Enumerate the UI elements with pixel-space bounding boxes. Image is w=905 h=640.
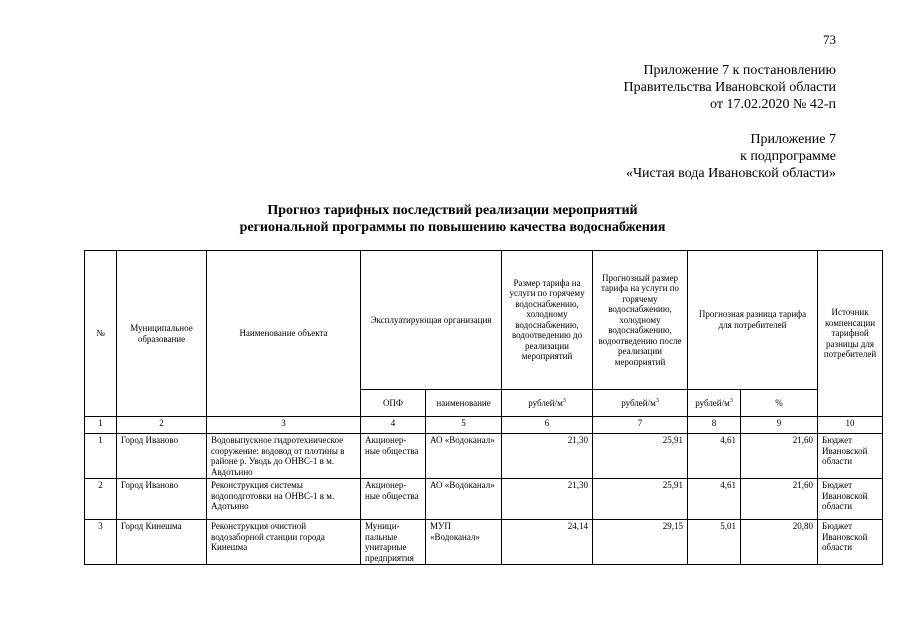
cell-source: Бюджет Ивановской области xyxy=(818,434,883,479)
page-number: 73 xyxy=(823,32,836,47)
cell-opf: Муници-пальные унитарные предприятия xyxy=(361,520,426,565)
column-number: 8 xyxy=(688,417,741,434)
appendix-subprogram-block xyxy=(626,131,836,182)
column-number: 9 xyxy=(741,417,818,434)
cell-diff-pct: 20,80 xyxy=(741,520,818,565)
appendix-resolution-line: Приложение 7 к постановлению xyxy=(643,63,836,78)
table-row xyxy=(85,520,883,565)
subheader-percent: % xyxy=(741,389,818,416)
header-tariff-forecast: Прогнозный размер тарифа на услуги по горячему водоснабжению, холодному водоснабжению, водоотведению после реализации мероприятий xyxy=(593,251,688,390)
cell-object: Водовыпускное гидротехническое сооружение: водовод от плотины в районе р. Уводь до ОНВС-1 в м. Авдотьино xyxy=(207,434,361,479)
appendix-resolution-block xyxy=(624,62,836,113)
cell-tariff-forecast: 25,91 xyxy=(593,479,688,520)
cell-org-name: АО «Водоканал» xyxy=(426,479,502,520)
column-number: 6 xyxy=(502,417,593,434)
document-title-line: региональной программы по повышению качества водоснабжения xyxy=(239,220,666,235)
cell-tariff-current: 21,30 xyxy=(502,479,593,520)
cell-municipality: Город Иваново xyxy=(117,479,207,520)
subheader-unit-current xyxy=(502,389,593,416)
table-row xyxy=(85,479,883,520)
column-number: 1 xyxy=(85,417,117,434)
cell-tariff-forecast: 25,91 xyxy=(593,434,688,479)
column-number: 3 xyxy=(207,417,361,434)
appendix-resolution-line: Правительства Ивановской области xyxy=(623,80,836,95)
column-number-row xyxy=(85,417,883,434)
unit-superscript: 3 xyxy=(729,397,733,404)
cell-opf: Акционер-ные общества xyxy=(361,479,426,520)
header-municipality: Муниципальное образование xyxy=(117,251,207,417)
cell-num: 2 xyxy=(85,479,117,520)
header-num: № xyxy=(85,251,117,417)
cell-municipality: Город Иваново xyxy=(117,434,207,479)
cell-diff-rub: 4,61 xyxy=(688,434,741,479)
cell-diff-rub: 4,61 xyxy=(688,479,741,520)
appendix-subprogram-line: «Чистая вода Ивановской области» xyxy=(625,166,836,181)
cell-opf: Акционер-ные общества xyxy=(361,434,426,479)
header-tariff-diff: Прогнозная разница тарифа для потребителей xyxy=(688,251,818,390)
subheader-opf: ОПФ xyxy=(361,389,426,416)
cell-tariff-current: 21,30 xyxy=(502,434,593,479)
cell-diff-pct: 21,60 xyxy=(741,479,818,520)
cell-org-name: МУП «Водоканал» xyxy=(426,520,502,565)
column-number: 7 xyxy=(593,417,688,434)
cell-diff-rub: 5,01 xyxy=(688,520,741,565)
unit-label: рублей/м xyxy=(695,397,730,408)
unit-superscript: 3 xyxy=(562,397,566,404)
subheader-name: наименование xyxy=(426,389,502,416)
header-operator: Эксплуатирующая организация xyxy=(361,251,502,390)
cell-num: 3 xyxy=(85,520,117,565)
column-number: 4 xyxy=(361,417,426,434)
cell-tariff-current: 24,14 xyxy=(502,520,593,565)
unit-superscript: 3 xyxy=(655,397,659,404)
document-title xyxy=(0,202,905,236)
document-title-line: Прогноз тарифных последствий реализации мероприятий xyxy=(267,203,638,218)
unit-label: рублей/м xyxy=(621,397,656,408)
appendix-resolution-line: от 17.02.2020 № 42-п xyxy=(710,97,836,112)
header-tariff-current: Размер тарифа на услуги по горячему водоснабжению, холодному водоснабжению, водоотведению до реализации мероприятий xyxy=(502,251,593,390)
cell-source: Бюджет Ивановской области xyxy=(818,479,883,520)
appendix-subprogram-line: Приложение 7 xyxy=(750,132,836,147)
cell-object: Реконструкция системы водоподготовки на ОНВС-1 в м. Адотьино xyxy=(207,479,361,520)
tariff-forecast-table xyxy=(84,250,883,565)
cell-object: Реконструкция очистной водозаборной станции города Кинешма xyxy=(207,520,361,565)
cell-diff-pct: 21,60 xyxy=(741,434,818,479)
subheader-unit-forecast xyxy=(593,389,688,416)
cell-num: 1 xyxy=(85,434,117,479)
cell-tariff-forecast: 29,15 xyxy=(593,520,688,565)
cell-org-name: АО «Водоканал» xyxy=(426,434,502,479)
header-object: Наименование объекта xyxy=(207,251,361,417)
cell-source: Бюджет Ивановской области xyxy=(818,520,883,565)
cell-municipality: Город Кинешма xyxy=(117,520,207,565)
header-source: Источник компенсации тарифной разницы для потребителей xyxy=(818,251,883,417)
column-number: 2 xyxy=(117,417,207,434)
unit-label: рублей/м xyxy=(528,397,563,408)
appendix-subprogram-line: к подпрограмме xyxy=(740,149,836,164)
table-row xyxy=(85,434,883,479)
column-number: 5 xyxy=(426,417,502,434)
table-header-row xyxy=(85,251,883,390)
subheader-unit-diff xyxy=(688,389,741,416)
column-number: 10 xyxy=(818,417,883,434)
